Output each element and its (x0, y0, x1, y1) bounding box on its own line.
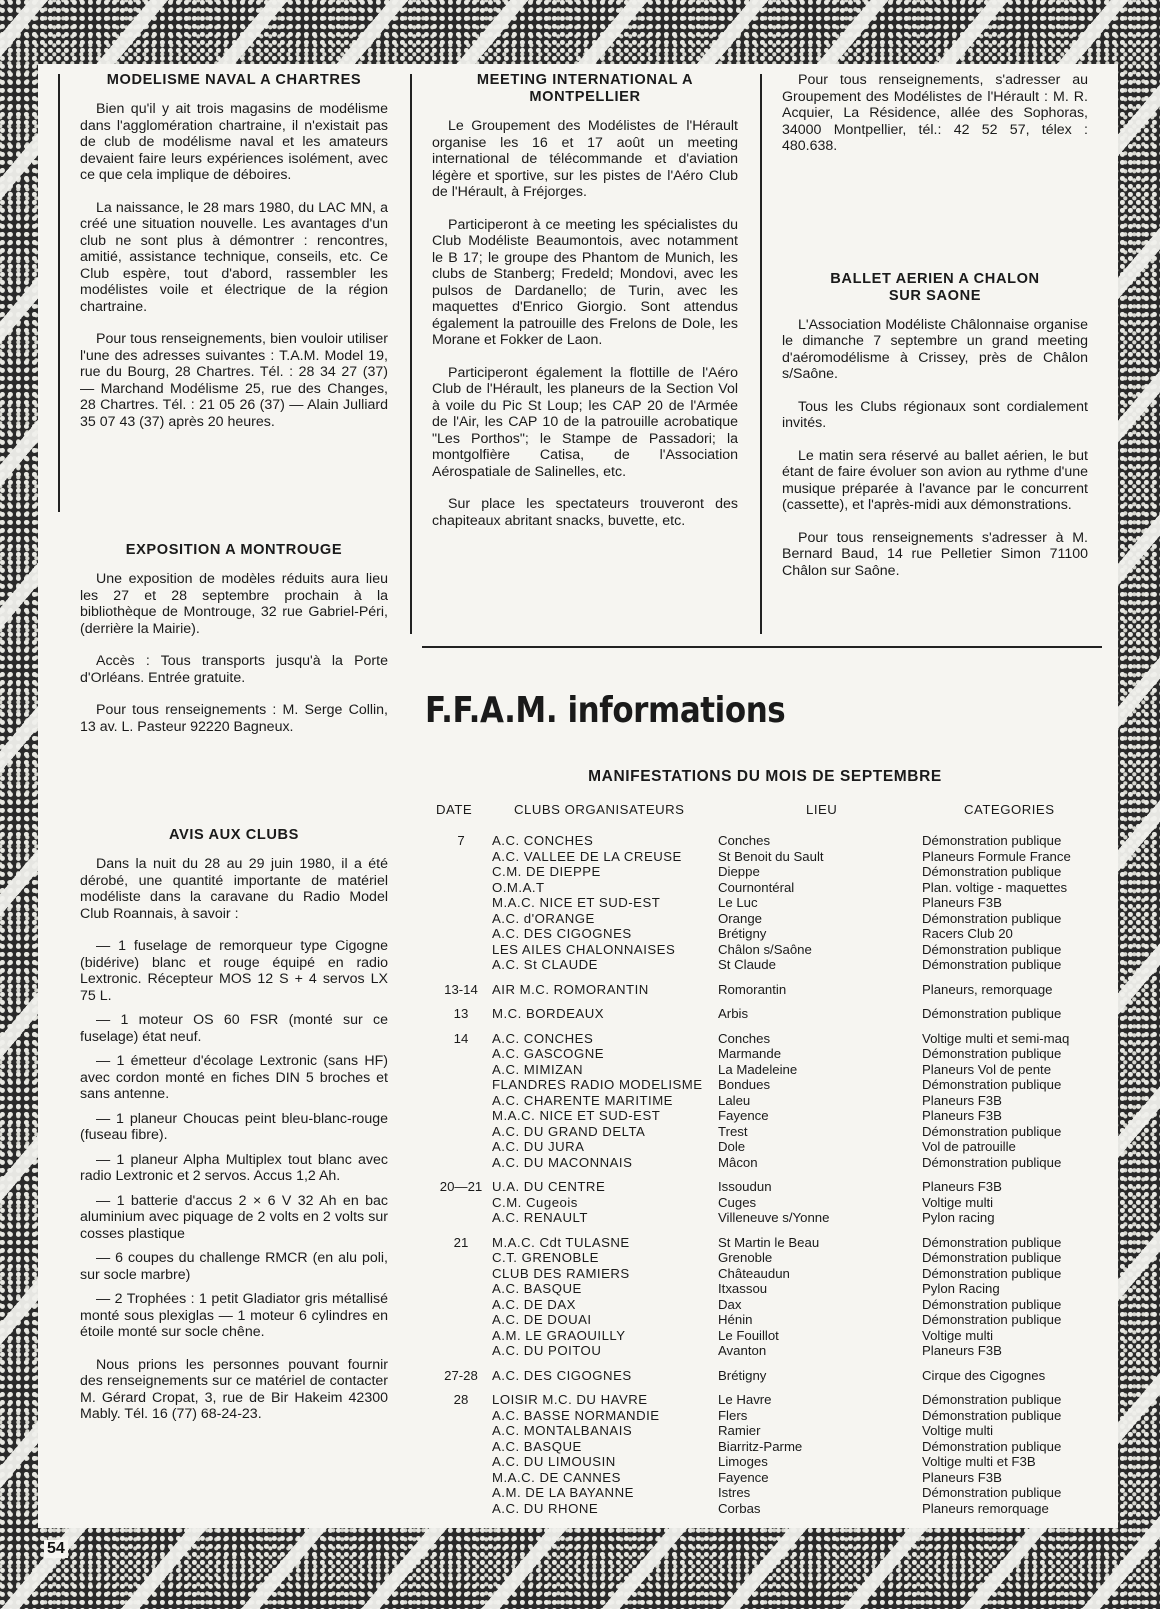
date-cell (430, 1423, 492, 1439)
lieu-cell: Dieppe (718, 864, 760, 879)
table-row (430, 880, 1098, 896)
club-cell: A.C. RENAULT (492, 1210, 588, 1225)
category-cell: Pylon racing (922, 1210, 995, 1225)
table-row (430, 1328, 1098, 1344)
club-cell: U.A. DU CENTRE (492, 1179, 606, 1194)
date-cell (430, 1328, 492, 1344)
club-cell: A.C. DU GRAND DELTA (492, 1123, 646, 1139)
table-row (430, 957, 1098, 973)
lieu-cell: Fayence (718, 1108, 769, 1123)
lieu-cell: Dax (718, 1296, 742, 1312)
table-row (430, 1226, 1098, 1251)
category-cell: Démonstration publique (922, 1485, 1062, 1500)
paragraph: Pour tous renseignements : M. Serge Collin, 13 av. L. Pasteur 92220 Bagneux. (80, 702, 388, 735)
date-cell (430, 1266, 492, 1282)
lieu-cell: Flers (718, 1407, 748, 1423)
table-row (430, 1108, 1098, 1124)
date-cell (430, 849, 492, 865)
date-cell (430, 895, 492, 911)
table-row (430, 1170, 1098, 1195)
column-middle (432, 72, 738, 545)
lieu-cell: Romorantin (718, 981, 787, 997)
date-cell (430, 1470, 492, 1486)
table-row (430, 926, 1098, 942)
club-cell: M.A.C. NICE ET SUD-EST (492, 895, 661, 910)
header-clubs: CLUBS ORGANISATEURS (514, 802, 685, 817)
table-row (430, 997, 1098, 1022)
table-row (430, 1250, 1098, 1266)
section-rule (422, 646, 1102, 648)
lieu-cell: Avanton (718, 1343, 767, 1358)
category-cell: Démonstration publique (922, 864, 1062, 879)
club-cell: C.M. DE DIEPPE (492, 864, 601, 879)
category-cell: Planeurs F3B (922, 895, 1002, 910)
category-cell: Voltige multi et semi-maq (922, 1030, 1070, 1046)
paragraph: Une exposition de modèles réduits aura lieu les 27 et 28 septembre prochain à la bibliothèque de Montrouge, 32 rue Gabriel-Péri, (derrière la Mairie). (80, 571, 388, 637)
date-cell: 13 (453, 1006, 469, 1021)
club-cell: A.C. DE DOUAI (492, 1312, 592, 1327)
date-cell: 14 (453, 1030, 469, 1046)
lieu-cell: Hénin (718, 1312, 753, 1327)
table-row (430, 1359, 1098, 1384)
table-row (430, 1343, 1098, 1359)
paragraph: Tous les Clubs régionaux sont cordialement invités. (782, 398, 1088, 431)
table-row (430, 1485, 1098, 1501)
table-row (430, 1062, 1098, 1078)
club-cell: A.C. St CLAUDE (492, 957, 598, 972)
category-cell: Démonstration publique (922, 1312, 1062, 1327)
table-row (430, 895, 1098, 911)
column-rule-left (58, 74, 60, 512)
club-cell: A.C. CHARENTE MARITIME (492, 1092, 673, 1108)
lieu-cell: Ramier (718, 1423, 761, 1438)
club-cell: A.C. BASQUE (492, 1281, 582, 1296)
club-cell: M.C. BORDEAUX (492, 1006, 605, 1021)
category-cell: Voltige multi (922, 1194, 994, 1210)
paragraph: L'Association Modéliste Châlonnaise organise le dimanche 7 septembre un grand meeting d'aéromodélisme à Crissey, près de Châlon s/Saône. (782, 316, 1088, 382)
table-row (430, 1195, 1098, 1211)
club-cell: A.C. DE DAX (492, 1296, 576, 1312)
date-cell (430, 957, 492, 973)
lieu-cell: Brétigny (718, 1367, 767, 1383)
heading-exposition-montrouge: EXPOSITION A MONTROUGE (125, 542, 343, 558)
club-cell: CLUB DES RAMIERS (492, 1265, 630, 1281)
club-cell: A.C. BASSE NORMANDIE (492, 1407, 660, 1423)
lieu-cell: Le Luc (718, 895, 758, 910)
date-cell: 7 (457, 833, 465, 848)
club-cell: A.C. DU MACONNAIS (492, 1154, 633, 1170)
category-cell: Démonstration publique (922, 1250, 1062, 1265)
lieu-cell: Trest (718, 1123, 748, 1139)
category-cell: Démonstration publique (922, 833, 1062, 848)
category-cell: Planeurs F3B (922, 1179, 1002, 1194)
category-cell: Démonstration publique (922, 910, 1062, 926)
category-cell: Pylon Racing (922, 1281, 1000, 1296)
category-cell: Démonstration publique (922, 1077, 1062, 1092)
club-cell: AIR M.C. ROMORANTIN (492, 981, 649, 997)
lieu-cell: Istres (718, 1485, 751, 1500)
club-cell: A.C. CONCHES (492, 1030, 594, 1046)
column-right (782, 72, 1088, 595)
date-cell (430, 1046, 492, 1062)
date-cell: 28 (453, 1392, 469, 1407)
table-row (430, 1408, 1098, 1424)
date-cell (430, 1077, 492, 1093)
lieu-cell: Itxassou (718, 1281, 768, 1296)
club-cell: A.C. DES CIGOGNES (492, 1367, 632, 1383)
lieu-cell: Cuges (718, 1194, 757, 1210)
club-cell: LES AILES CHALONNAISES (492, 941, 676, 957)
club-cell: A.C. MIMIZAN (492, 1061, 583, 1077)
page-number: 54 (44, 1540, 68, 1558)
date-cell (430, 942, 492, 958)
paragraph: Bien qu'il y ait trois magasins de modélisme dans l'agglomération chartraine, il n'existait pas de club de modélisme naval et les amateurs devaient faire leurs expériences isolément, avec ce que cela implique de déboires. (80, 101, 388, 183)
club-cell: A.C. DU POITOU (492, 1343, 602, 1358)
header-lieu: LIEU (806, 802, 838, 817)
lieu-cell: St Benoit du Sault (718, 848, 824, 864)
category-cell: Démonstration publique (922, 957, 1062, 972)
date-cell: 20—21 (439, 1179, 483, 1194)
category-cell: Planeurs F3B (922, 1108, 1002, 1123)
date-cell (430, 1501, 492, 1517)
category-cell: Démonstration publique (922, 1438, 1062, 1454)
club-cell: A.C. VALLEE DE LA CREUSE (492, 848, 682, 864)
date-cell: 21 (453, 1234, 469, 1250)
club-cell: C.M. Cugeois (492, 1194, 578, 1210)
category-cell: Racers Club 20 (922, 926, 1013, 941)
paragraph: Participeront également la flottille de l'Aéro Club de l'Hérault, les planeurs de la Section Vol à voile du Pic St Loup; les CAP 20 de l'Armée de l'Air, les CAP 10 de la patrouille acrobatique "Les Porthos"; le Stampe de Passadori; la montgolfière Catisa, de l'Association Aérospatiale de Salinelles, etc. (432, 364, 738, 480)
date-cell (430, 1062, 492, 1078)
lieu-cell: Limoges (718, 1454, 768, 1469)
manifestations-table (430, 833, 1098, 1516)
category-cell: Démonstration publique (922, 1006, 1062, 1021)
paragraph: Participeront à ce meeting les spécialistes du Club Modéliste Beaumontois, avec notamment le B 17; le groupe des Phantom de Munich, les clubs de Stanberg; Fredeld; Mondovi, avec les pulsos de Dardanello; de Turin, avec les maquettes d'Enrico Giorgio. Sont attendus également la patrouille des Frelons de Dole, les Morane et Fokker de Laon. (432, 216, 738, 348)
lieu-cell: La Madeleine (718, 1061, 798, 1077)
table-row (430, 1093, 1098, 1109)
category-cell: Planeurs remorquage (922, 1500, 1049, 1516)
category-cell: Voltige multi et F3B (922, 1454, 1036, 1469)
date-cell: 13-14 (444, 981, 478, 997)
club-cell: M.A.C. DE CANNES (492, 1469, 621, 1485)
heading-modelisme-naval: MODELISME NAVAL A CHARTRES (106, 72, 362, 88)
lieu-cell: Villeneuve s/Yonne (718, 1210, 830, 1225)
heading-avis-aux-clubs: AVIS AUX CLUBS (168, 827, 300, 843)
table-row (430, 864, 1098, 880)
ffam-heading: F.F.A.M. informations (425, 690, 786, 731)
table-row (430, 1470, 1098, 1486)
date-cell (430, 1281, 492, 1297)
category-cell: Planeurs Vol de pente (922, 1061, 1052, 1077)
date-cell (430, 1108, 492, 1124)
heading-meeting-montpellier: MEETING INTERNATIONAL A MONTPELLIER (476, 72, 694, 105)
lieu-cell: Dole (718, 1139, 746, 1154)
date-cell (430, 911, 492, 927)
table-row (430, 1383, 1098, 1408)
date-cell (430, 1343, 492, 1359)
club-cell: C.T. GRENOBLE (492, 1250, 599, 1265)
heading-ballet-aerien: BALLET AERIEN A CHALON SUR SAONE (830, 270, 1040, 304)
paragraph: — 1 moteur OS 60 FSR (monté sur ce fuselage) état neuf. (80, 1012, 388, 1045)
lieu-cell: Arbis (718, 1006, 749, 1021)
lieu-cell: Mâcon (718, 1154, 758, 1170)
club-cell: A.C. CONCHES (492, 833, 594, 848)
paragraph: — 6 coupes du challenge RMCR (en alu poli, sur socle marbre) (80, 1250, 388, 1283)
lieu-cell: Marmande (718, 1046, 782, 1061)
table-row (430, 1266, 1098, 1282)
category-cell: Cirque des Cigognes (922, 1367, 1046, 1383)
paragraph: Pour tous renseignements s'adresser à M. Bernard Baud, 14 rue Pelletier Simon 71100 Châlon sur Saône. (782, 529, 1088, 579)
club-cell: A.C. d'ORANGE (492, 910, 595, 926)
column-left (80, 72, 388, 1439)
date-cell (430, 1195, 492, 1211)
lieu-cell: Conches (718, 1030, 771, 1046)
club-cell: M.A.C. NICE ET SUD-EST (492, 1108, 661, 1123)
lieu-cell: Le Fouillot (718, 1327, 779, 1343)
paragraph: Le Groupement des Modélistes de l'Hérault organise les 16 et 17 août un meeting international de télécommande et d'aviation légère et sportive, sur les pistes de l'Aéro Club de l'Hérault, à Fréjorges. (432, 118, 738, 200)
paragraph: — 1 émetteur d'écolage Lextronic (sans HF) avec cordon monté en fiches DIN 5 broches et sans antenne. (80, 1053, 388, 1102)
category-cell: Démonstration publique (922, 1154, 1062, 1170)
lieu-cell: Issoudun (718, 1179, 772, 1194)
paragraph: — 2 Trophées : 1 petit Gladiator gris métallisé monté sous plexiglas — 1 moteur 6 cylindres en étoile monté sur socle chêne. (80, 1291, 388, 1340)
paragraph: — 1 planeur Alpha Multiplex tout blanc avec radio Lextronic et 2 servos. Accus 1,2 Ah. (80, 1151, 388, 1184)
club-cell: A.C. DU JURA (492, 1139, 585, 1154)
lieu-cell: Conches (718, 833, 771, 848)
lieu-cell: St Martin le Beau (718, 1234, 820, 1250)
category-cell: Démonstration publique (922, 1392, 1062, 1407)
lieu-cell: Laleu (718, 1092, 751, 1108)
category-cell: Démonstration publique (922, 1296, 1062, 1312)
paragraph: — 1 fuselage de remorqueur type Cigogne (bidérive) blanc et rouge équipé en radio Lextronic. Récepteur MOS 12 S + 4 servos LX 75 L. (80, 938, 388, 1004)
category-cell: Voltige multi (922, 1423, 994, 1438)
category-cell: Planeurs, remorquage (922, 981, 1053, 997)
date-cell (430, 1439, 492, 1455)
club-cell: M.A.C. Cdt TULASNE (492, 1234, 630, 1250)
category-cell: Démonstration publique (922, 1265, 1062, 1281)
category-cell: Démonstration publique (922, 1234, 1062, 1250)
paragraph: Pour tous renseignements, bien vouloir utiliser l'une des adresses suivantes : T.A.M. Model 19, rue du Bourg, 28 Chartres. Tél. : 28 34 27 (37) — Marchand Modélisme 25, rue des Changes, 28 Chartres. Tél. : 21 05 26 (37) — Alain Julliard 35 07 43 (37) après 20 heures. (80, 331, 388, 430)
date-cell (430, 1408, 492, 1424)
lieu-cell: Fayence (718, 1469, 769, 1485)
paragraph: Nous prions les personnes pouvant fournir des renseignements sur ce matériel de contacter M. Gérard Cropat, 3, rue de Bir Hakeim 42300 Mably. Tél. 16 (77) 68-24-23. (80, 1356, 388, 1422)
manifestations-title: MANIFESTATIONS DU MOIS DE SEPTEMBRE (588, 768, 942, 785)
column-rule-right (760, 74, 762, 634)
club-cell: A.M. DE LA BAYANNE (492, 1485, 634, 1500)
table-row (430, 849, 1098, 865)
paragraph: Le matin sera réservé au ballet aérien, le but étant de faire évoluer son avion au rythme d'une musique préparée à l'avance par le concurrent (cassette), et l'après-midi aux démonstrations. (782, 447, 1088, 513)
date-cell (430, 1297, 492, 1313)
club-cell: A.C. GASCOGNE (492, 1046, 605, 1061)
date-cell (430, 1124, 492, 1140)
table-row (430, 1312, 1098, 1328)
category-cell: Voltige multi (922, 1327, 994, 1343)
lieu-cell: Grenoble (718, 1250, 773, 1265)
date-cell (430, 926, 492, 942)
lieu-cell: Corbas (718, 1500, 761, 1516)
category-cell: Démonstration publique (922, 1046, 1062, 1061)
club-cell: A.C. MONTALBANAIS (492, 1423, 633, 1438)
column-rule-middle (410, 74, 412, 634)
lieu-cell: Châteaudun (718, 1265, 790, 1281)
table-row (430, 1439, 1098, 1455)
category-cell: Planeurs F3B (922, 1469, 1002, 1485)
category-cell: Vol de patrouille (922, 1139, 1016, 1154)
paragraph: Pour tous renseignements, s'adresser au Groupement des Modélistes de l'Hérault : M. R. Acquier, La Résidence, allée des Sophoras, 34000 Montpellier, tél.: 42 52 57, télex : 480.638. (782, 72, 1088, 154)
lieu-cell: Châlon s/Saône (718, 941, 812, 957)
club-cell: A.C. BASQUE (492, 1438, 582, 1454)
club-cell: LOISIR M.C. DU HAVRE (492, 1392, 648, 1407)
paragraph: La naissance, le 28 mars 1980, du LAC MN, a créé une situation nouvelle. Les avantages d'un club ne sont plus à démontrer : rencontres, amitié, assistance technique, conseils, etc. Ce Club espère, tout d'abord, rassembler les modélistes voile et électrique de la région chartraine. (80, 199, 388, 315)
table-row (430, 911, 1098, 927)
date-cell (430, 1485, 492, 1501)
date-cell (430, 1155, 492, 1171)
table-row (430, 1297, 1098, 1313)
table-row (430, 833, 1098, 849)
table-row (430, 1501, 1098, 1517)
category-cell: Démonstration publique (922, 941, 1062, 957)
category-cell: Démonstration publique (922, 1123, 1062, 1139)
paragraph: Sur place les spectateurs trouveront des chapiteaux abritant snacks, buvette, etc. (432, 496, 738, 529)
table-row (430, 1046, 1098, 1062)
date-cell: 27-28 (444, 1367, 478, 1383)
table-row (430, 973, 1098, 998)
table-row (430, 1423, 1098, 1439)
club-cell: A.M. LE GRAOUILLY (492, 1327, 626, 1343)
paragraph: — 1 batterie d'accus 2 × 6 V 32 Ah en bac aluminium avec piquage de 2 volts en 2 volts sur cosses plastique (80, 1192, 388, 1242)
date-cell (430, 1312, 492, 1328)
header-date: DATE (436, 802, 473, 817)
category-cell: Planeurs Formule France (922, 848, 1071, 864)
table-row (430, 1210, 1098, 1226)
lieu-cell: Brétigny (718, 926, 767, 941)
lieu-cell: Biarritz-Parme (718, 1438, 803, 1454)
date-cell (430, 1454, 492, 1470)
club-cell: A.C. DU RHONE (492, 1500, 599, 1516)
lieu-cell: Le Havre (718, 1392, 772, 1407)
club-cell: A.C. DU LIMOUSIN (492, 1454, 616, 1469)
table-row (430, 1281, 1098, 1297)
lieu-cell: St Claude (718, 957, 776, 972)
table-row (430, 942, 1098, 958)
category-cell: Planeurs F3B (922, 1092, 1002, 1108)
date-cell (430, 1210, 492, 1226)
date-cell (430, 880, 492, 896)
category-cell: Plan. voltige - maquettes (922, 879, 1068, 895)
category-cell: Planeurs F3B (922, 1343, 1002, 1358)
table-row (430, 1124, 1098, 1140)
date-cell (430, 1250, 492, 1266)
table-row (430, 1155, 1098, 1171)
table-row (430, 1454, 1098, 1470)
header-categories: CATEGORIES (964, 802, 1055, 817)
paragraph: — 1 planeur Choucas peint bleu-blanc-rouge (fuseau fibre). (80, 1110, 388, 1143)
lieu-cell: Cournontéral (718, 879, 795, 895)
paragraph: Dans la nuit du 28 au 29 juin 1980, il a été dérobé, une quantité importante de matériel modéliste dans la caravane du Radio Model Club Roannais, à savoir : (80, 856, 388, 922)
table-row (430, 1022, 1098, 1047)
date-cell (430, 864, 492, 880)
lieu-cell: Bondues (718, 1077, 771, 1092)
lieu-cell: Orange (718, 910, 762, 926)
paragraph: Accès : Tous transports jusqu'à la Porte d'Orléans. Entrée gratuite. (80, 653, 388, 686)
date-cell (430, 1093, 492, 1109)
club-cell: FLANDRES RADIO MODELISME (492, 1077, 703, 1092)
date-cell (430, 1139, 492, 1155)
category-cell: Démonstration publique (922, 1407, 1062, 1423)
club-cell: A.C. DES CIGOGNES (492, 926, 632, 941)
club-cell: O.M.A.T (492, 879, 545, 895)
table-row (430, 1139, 1098, 1155)
table-row (430, 1077, 1098, 1093)
